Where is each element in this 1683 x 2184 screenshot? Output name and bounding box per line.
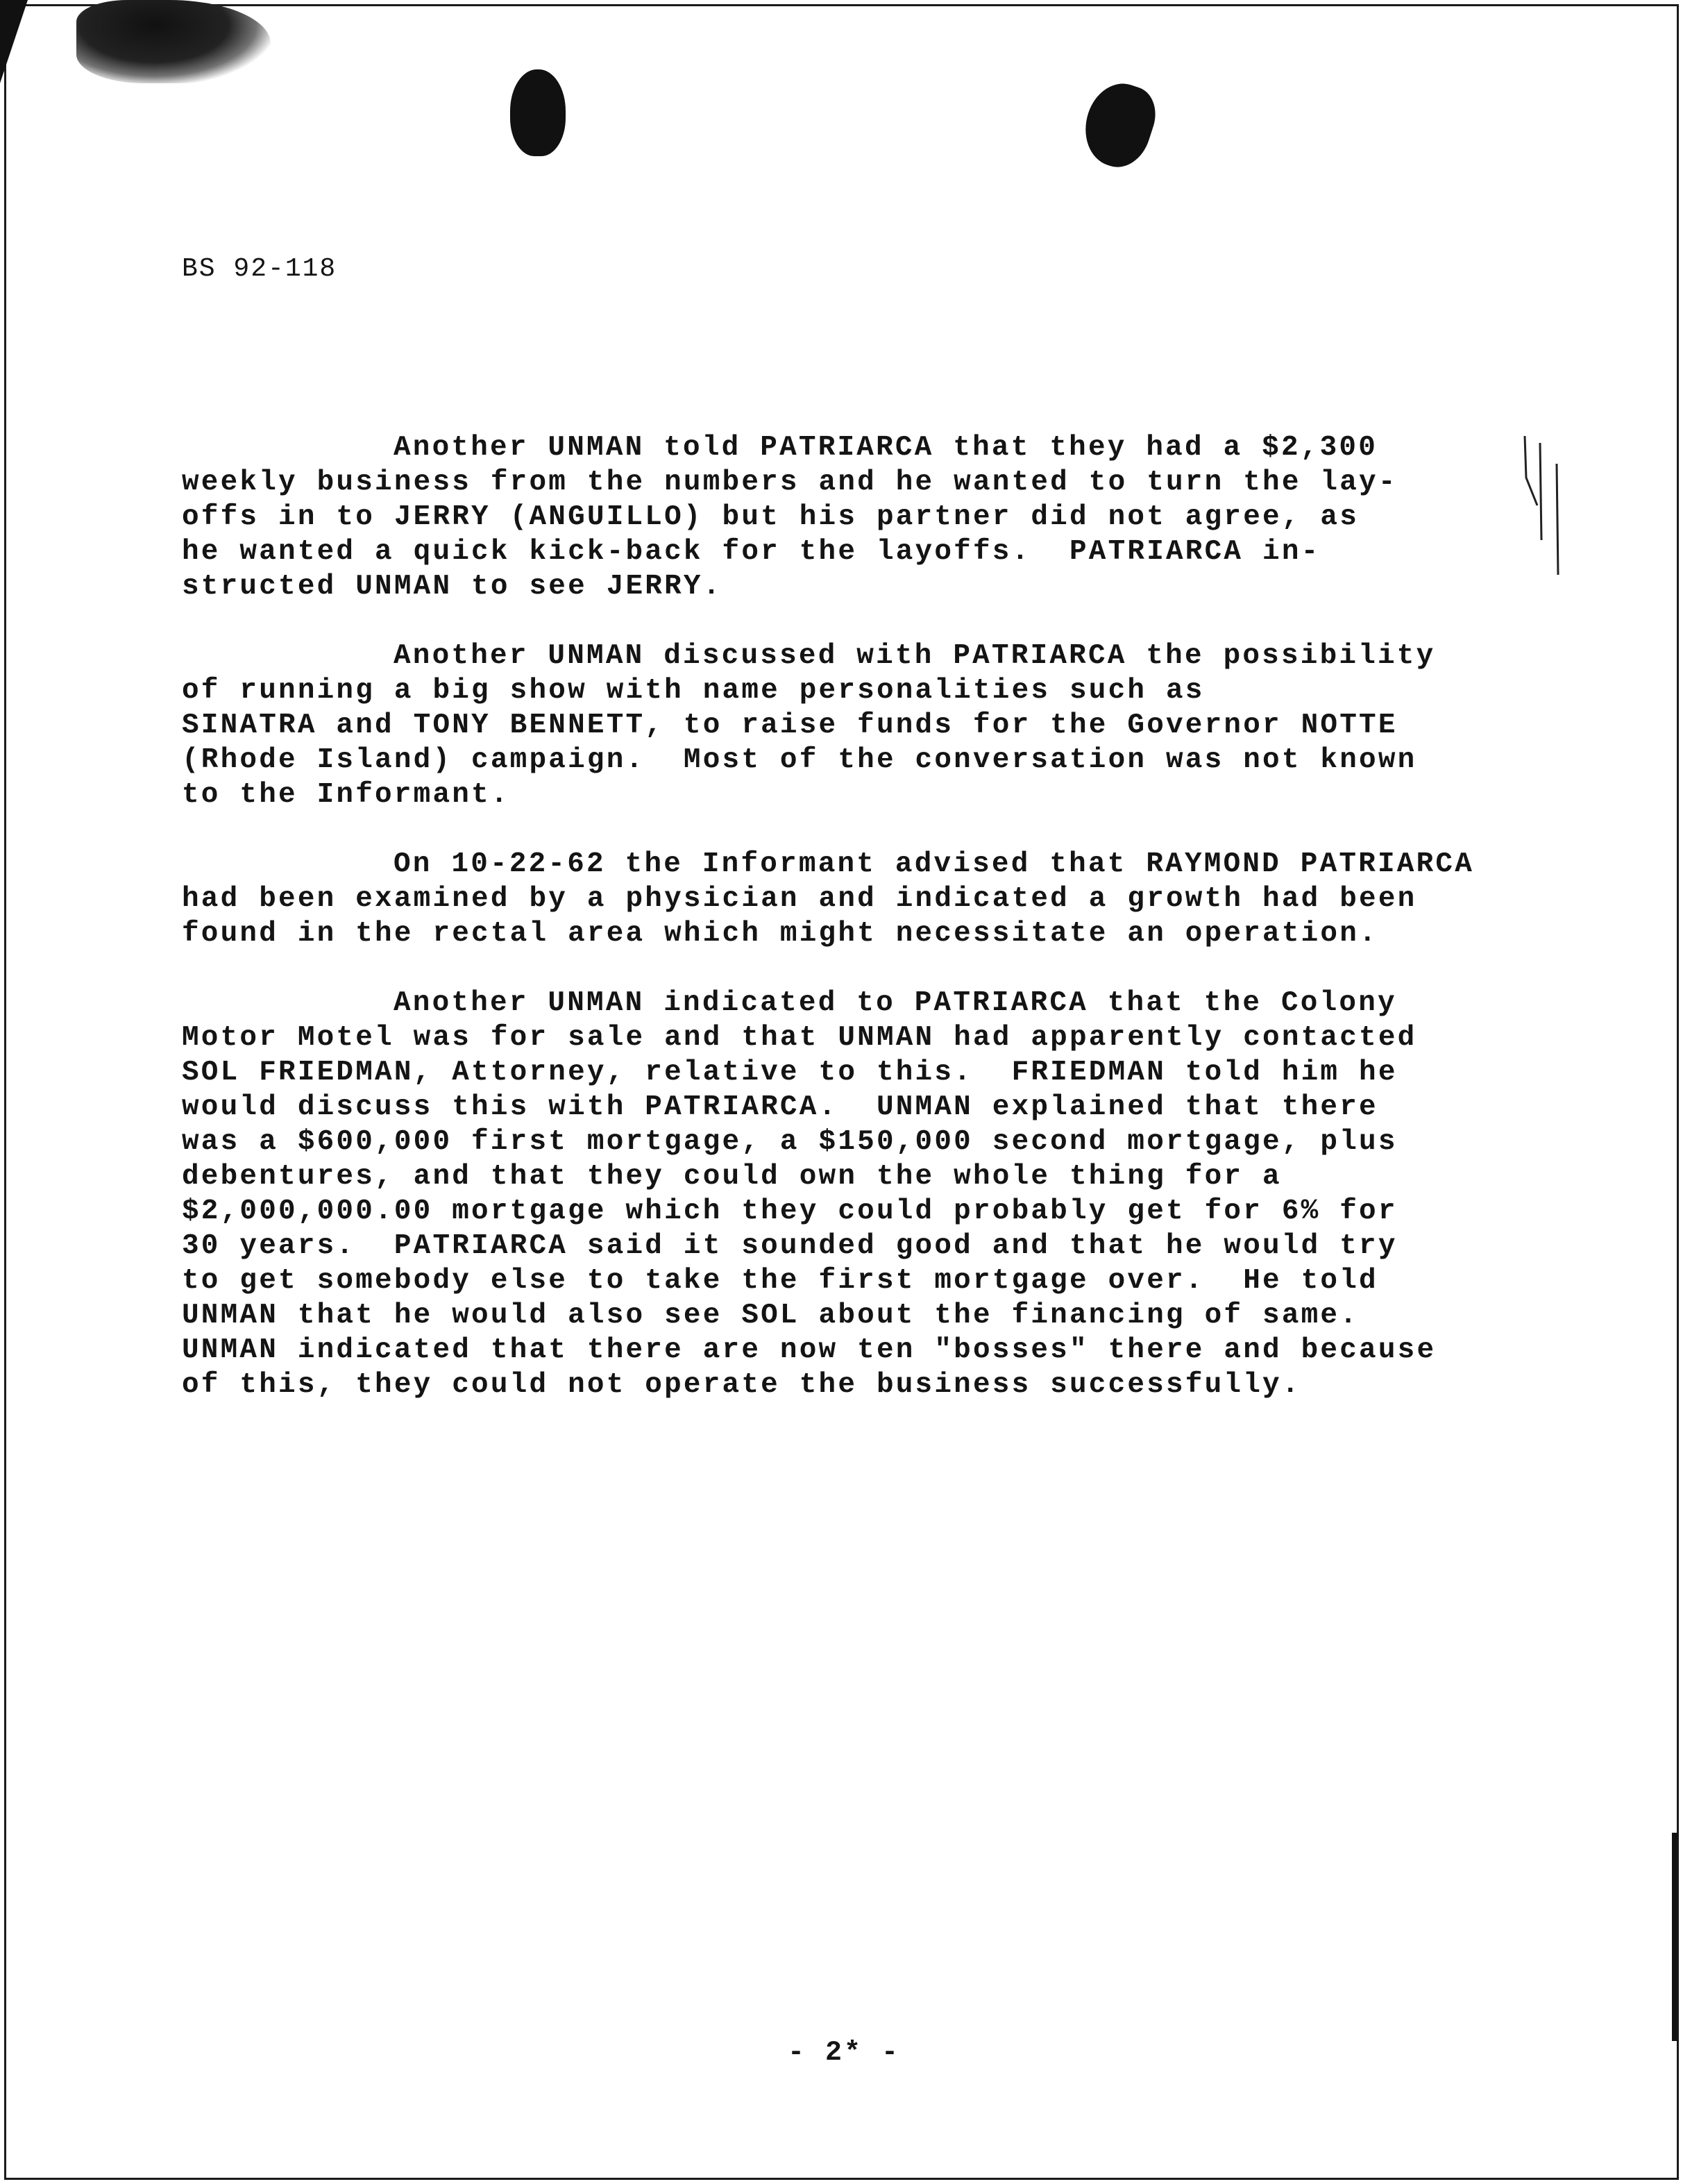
- text-line: found in the rectal area which might necessitate an operation.: [182, 918, 1378, 950]
- paragraph: [182, 986, 1584, 1402]
- file-number: BS 92-118: [182, 254, 337, 284]
- paragraph: [182, 847, 1584, 951]
- text-line: had been examined by a physician and indicated a growth had been: [182, 883, 1417, 915]
- corner-scan-artifact: [0, 0, 28, 83]
- text-line: to the Informant.: [182, 779, 510, 811]
- text-line: weekly business from the numbers and he wanted to turn the lay-: [182, 467, 1398, 498]
- text-line: structed UNMAN to see JERRY.: [182, 571, 722, 603]
- text-line: Another UNMAN indicated to PATRIARCA that the Colony: [394, 987, 1397, 1019]
- text-line: Another UNMAN told PATRIARCA that they had a $2,300: [394, 432, 1378, 464]
- text-line: UNMAN that he would also see SOL about the financing of same.: [182, 1300, 1360, 1332]
- text-line: SINATRA and TONY BENNETT, to raise funds for the Governor NOTTE: [182, 709, 1398, 741]
- text-line: UNMAN indicated that there are now ten "bosses" there and because: [182, 1334, 1437, 1366]
- text-line: was a $600,000 first mortgage, a $150,000 second mortgage, plus: [182, 1126, 1398, 1158]
- punch-hole-left: [510, 69, 566, 156]
- page-number: - 2* -: [788, 2038, 901, 2069]
- text-line: would discuss this with PATRIARCA. UNMAN explained that there: [182, 1091, 1378, 1123]
- text-line: of this, they could not operate the business successfully.: [182, 1369, 1301, 1401]
- text-line: SOL FRIEDMAN, Attorney, relative to this. FRIEDMAN told him he: [182, 1057, 1398, 1089]
- text-line: to get somebody else to take the first mortgage over. He told: [182, 1265, 1378, 1297]
- document-body: [182, 430, 1584, 1437]
- punch-hole-right: [1075, 75, 1163, 174]
- text-line: Another UNMAN discussed with PATRIARCA the possibility: [394, 640, 1436, 672]
- ink-smudge: [76, 0, 271, 83]
- paragraph: [182, 430, 1584, 604]
- text-line: offs in to JERRY (ANGUILLO) but his partner did not agree, as: [182, 501, 1360, 533]
- text-line: 30 years. PATRIARCA said it sounded good and that he would try: [182, 1230, 1398, 1262]
- text-line: Motor Motel was for sale and that UNMAN had apparently contacted: [182, 1022, 1417, 1054]
- right-edge-scan-mark: [1672, 1833, 1677, 2041]
- text-line: he wanted a quick kick-back for the layoffs. PATRIARCA in-: [182, 536, 1321, 568]
- text-line: debentures, and that they could own the whole thing for a: [182, 1161, 1282, 1193]
- text-line: (Rhode Island) campaign. Most of the conversation was not known: [182, 744, 1417, 776]
- text-line: $2,000,000.00 mortgage which they could probably get for 6% for: [182, 1195, 1398, 1227]
- text-line: of running a big show with name personalities such as: [182, 675, 1205, 707]
- paragraph: [182, 639, 1584, 812]
- text-line: On 10-22-62 the Informant advised that RAYMOND PATRIARCA: [394, 848, 1475, 880]
